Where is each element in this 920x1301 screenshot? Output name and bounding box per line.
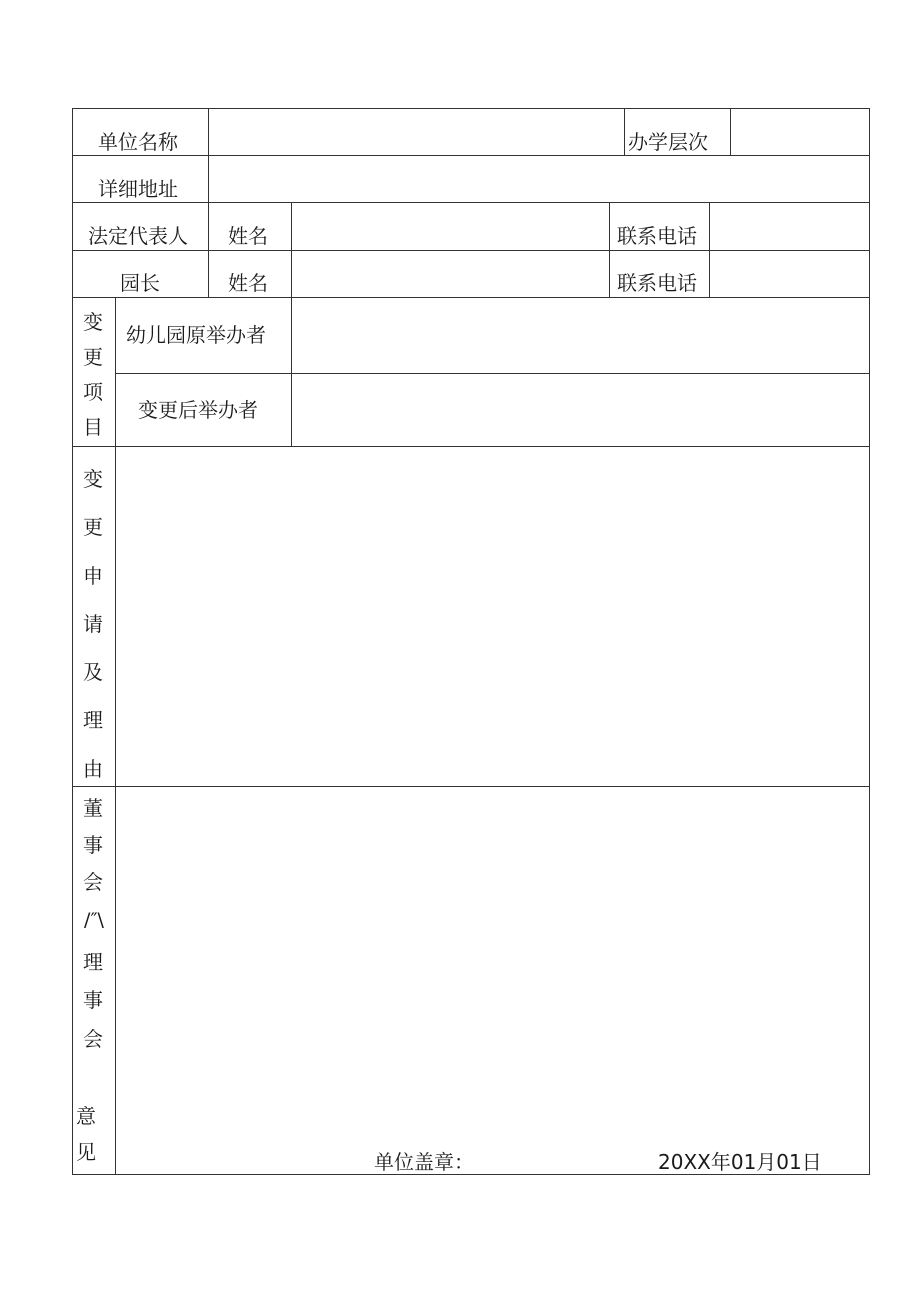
- original-sponsor-label: 幼儿园原举办者: [126, 323, 266, 347]
- grid-line: [609, 202, 610, 298]
- grid-line: [115, 373, 870, 374]
- reason-label-char: 申: [83, 564, 103, 588]
- grid-line: [72, 250, 870, 251]
- opinion-label-char: 见: [76, 1140, 96, 1164]
- change-items-label-char: 项: [83, 380, 103, 404]
- board-label-char: 理: [83, 950, 103, 974]
- grid-line: [72, 108, 870, 109]
- grid-line: [72, 297, 870, 298]
- grid-line: [72, 786, 870, 787]
- grid-line: [208, 108, 209, 298]
- address-label: 详细地址: [98, 177, 178, 201]
- opinion-label-char: 意: [76, 1104, 96, 1128]
- reason-label-char: 由: [83, 757, 103, 781]
- director-label: 园长: [120, 271, 160, 295]
- legal-rep-name-label: 姓名: [228, 224, 268, 248]
- seal-label: 单位盖章：: [374, 1150, 474, 1174]
- grid-line: [72, 155, 870, 156]
- unit-name-label: 单位名称: [98, 130, 178, 154]
- board-label-char: 事: [83, 988, 103, 1012]
- grid-line: [72, 202, 870, 203]
- grid-line: [72, 108, 73, 1175]
- board-label-char: 事: [83, 833, 103, 857]
- date-value: 20XX年01月01日: [658, 1150, 822, 1174]
- board-label-char: 董: [83, 796, 103, 820]
- grid-line: [869, 108, 870, 1175]
- education-level-label: 办学层次: [628, 130, 708, 154]
- new-sponsor-label: 变更后举办者: [138, 398, 258, 422]
- grid-line: [709, 202, 710, 298]
- grid-line: [730, 108, 731, 155]
- reason-label-char: 及: [83, 660, 103, 684]
- legal-representative-label: 法定代表人: [88, 224, 188, 248]
- grid-line: [115, 297, 116, 1175]
- grid-line: [72, 1174, 870, 1175]
- board-label-char: 会: [83, 1027, 103, 1051]
- grid-line: [291, 202, 292, 447]
- board-label-char: /″\: [84, 909, 104, 931]
- legal-rep-phone-label: 联系电话: [617, 224, 697, 248]
- grid-line: [72, 446, 870, 447]
- reason-label-char: 理: [83, 708, 103, 732]
- reason-label-char: 变: [83, 467, 103, 491]
- director-phone-label: 联系电话: [617, 271, 697, 295]
- reason-label-char: 更: [83, 515, 103, 539]
- change-items-label-char: 目: [83, 415, 103, 439]
- reason-label-char: 请: [83, 612, 103, 636]
- director-name-label: 姓名: [228, 271, 268, 295]
- board-label-char: 会: [83, 870, 103, 894]
- change-items-label-char: 更: [83, 345, 103, 369]
- change-items-label-char: 变: [83, 310, 103, 334]
- grid-line: [624, 108, 625, 155]
